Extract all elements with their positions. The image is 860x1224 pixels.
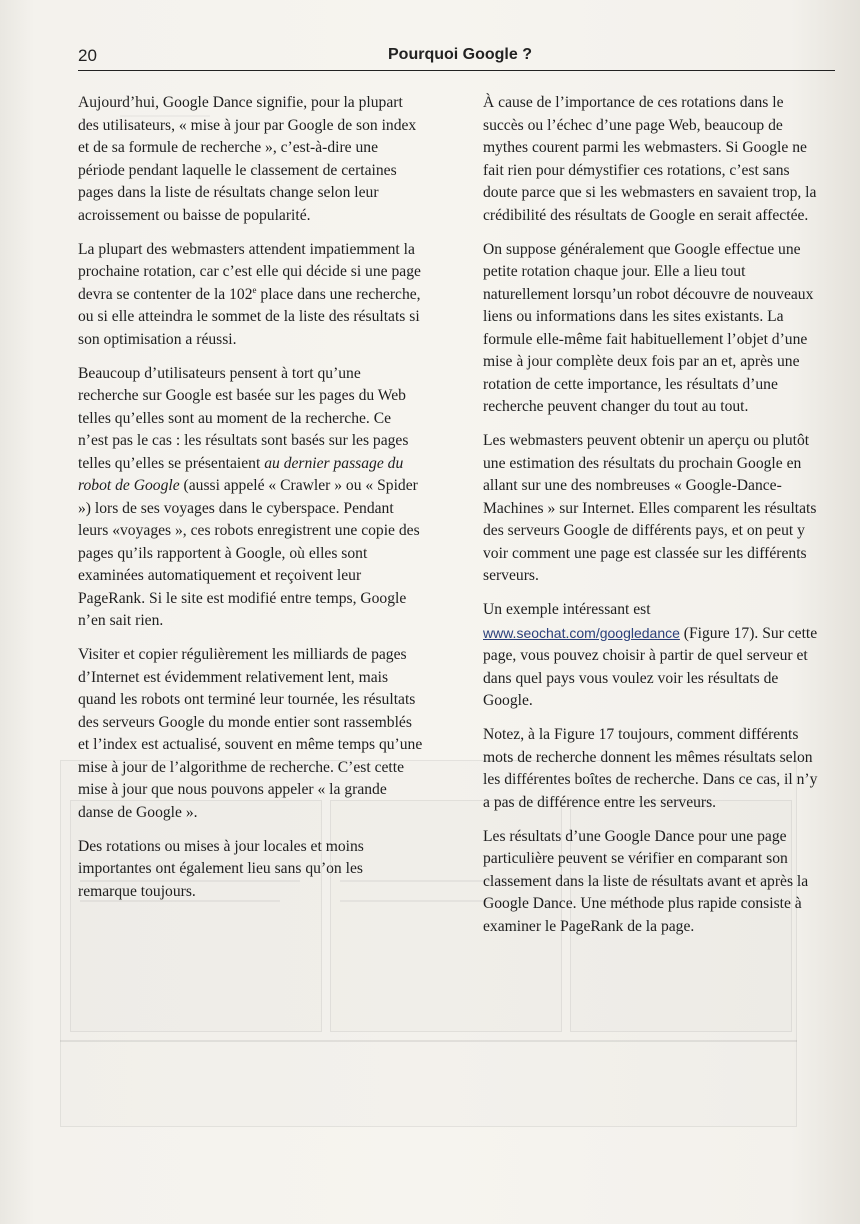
paragraph: Beaucoup d’utilisateurs pensent à tort qu’une recherche sur Google est basée sur les pages du Web telles qu’elles sont au moment de la recherche. Ce n’est pas le cas : les résultats sont basés sur les pages telles qu’elles se présentaient au dernier passage du robot de Google (aussi appelé « Crawler » ou « Spider ») lors de ses voyages dans le cyberspace. Pendant leurs «voyages », ces robots enregistrent une copie des pages qu’ils rapportent à Google, où elles sont examinées automatiquement et reçoivent leur PageRank. Si le site est modifié entre temps, Google n’en sait rien. [78,364,420,629]
paragraph: À cause de l’importance de ces rotations dans le succès ou l’échec d’une page Web, beaucoup de mythes courent parmi les webmasters. Si Google ne fait rien pour démystifier ces rotations, c’est sans doute parce que si les webmasters en savaient trop, la crédibilité des résultats de Google en serait affectée. [483,94,817,224]
paragraph: Les webmasters peuvent obtenir un aperçu ou plutôt une estimation des résultats du prochain Google en allant sur une des nombreuses « Google-Dance-Machines » sur Internet. Elles comparent les résultats des serveurs Google de différents pays, et on peut y voir comment une page est classée sur les différents serveurs. [483,432,817,584]
paragraph: Les résultats d’une Google Dance pour une page particulière peuvent se vérifier en comparant son classement dans la liste de résultats avant et après la Google Dance. Une méthode plus rapide consiste à examiner le PageRank de la page. [483,827,809,935]
italic-phrase: au dernier passage du robot de Google [78,454,404,494]
left-column [78,92,423,915]
superscript: e [252,284,257,295]
paragraph: La plupart des webmasters attendent impatiemment la prochaine rotation, car c’est elle qui décide si une page devra se contenter de la 102e place dans une recherche, ou si elle atteindra le sommet de la liste des résultats si son optimisation a réussi. [78,240,421,348]
paragraph: Des rotations ou mises à jour locales et moins importantes ont également lieu sans qu’on les remarque toujours. [78,837,364,900]
paragraph: Aujourd’hui, Google Dance signifie, pour la plupart des utilisateurs, « mise à jour par Google de son index et de sa formule de recherche », c’est-à-dire une période pendant laquelle le classement de certaines pages dans la liste de résultats change selon leur acroissement ou baisse de popularité. [78,94,417,224]
paragraph: Un exemple intéressant est www.seochat.com/googledance (Figure 17). Sur cette page, vous pouvez choisir à partir de quel serveur et dans quel pays vous voulez voir les résultats de Google. [483,601,818,709]
paragraph: Visiter et copier régulièrement les milliards de pages d’Internet est évidemment relativement lent, mais quand les robots ont terminé leur tournée, les résultats des serveurs Google du monde entier sont rassemblés et l’index est actualisé, souvent en même temps qu’une mise à jour de l’algorithme de recherche. C’est cette mise à jour que nous pouvons appeler « la grande danse de Google ». [78,646,423,821]
running-title: Pourquoi Google ? [388,46,532,63]
page-number: 20 [78,46,97,65]
right-column [483,92,828,950]
paragraph: Notez, à la Figure 17 toujours, comment différents mots de recherche donnent les mêmes résultats selon les différentes boîtes de recherche. Dans ce cas, il n’y a pas de différence entre les serveurs. [483,726,818,811]
running-header [78,44,835,71]
paragraph: On suppose généralement que Google effectue une petite rotation chaque jour. Elle a lieu tout naturellement lorsqu’un robot découvre de nouveaux liens ou informations dans les sites existants. La formule elle-même fait habituellement l’objet d’une mise à jour complète deux fois par an et, après une rotation de cette importance, les résultats d’une recherche peuvent changer du tout au tout. [483,240,814,415]
seochat-link[interactable]: www.seochat.com/googledance [483,624,680,641]
